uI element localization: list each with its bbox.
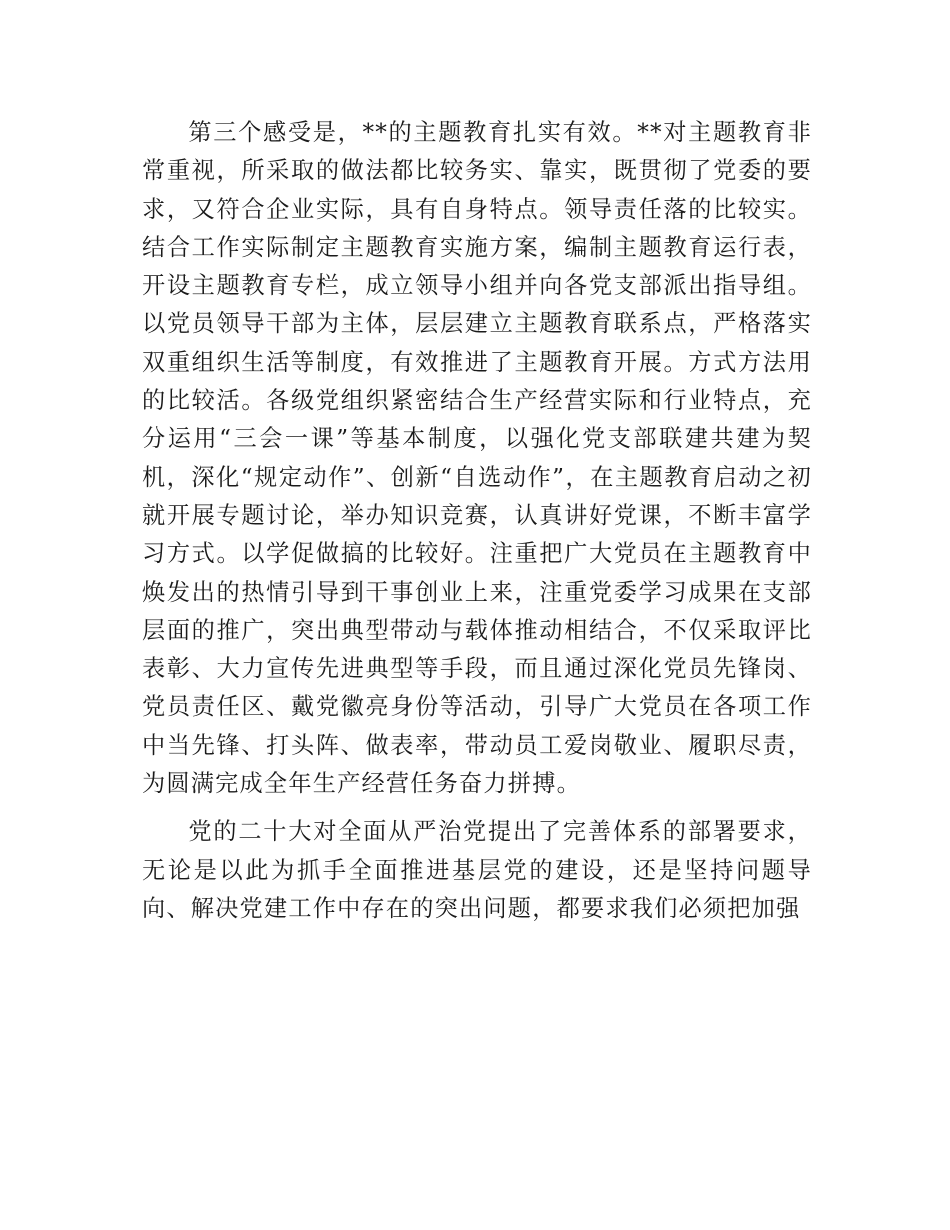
document-body [142,114,812,928]
paragraph-thematic-education: 第三个感受是，**的主题教育扎实有效。**对主题教育非常重视，所采取的做法都比较务实、靠实，既贯彻了党委的要求，又符合企业实际，具有自身特点。领导责任落的比较实。结合工作实际制定主题教育实施方案，编制主题教育运行表，开设主题教育专栏，成立领导小组并向各党支部派出指导组。以党员领导干部为主体，层层建立主题教育联系点，严格落实双重组织生活等制度，有效推进了主题教育开展。方式方法用的比较活。各级党组织紧密结合生产经营实际和行业特点，充分运用“三会一课”等基本制度，以强化党支部联建共建为契机，深化“规定动作”、创新“自选动作”，在主题教育启动之初就开展专题讨论，举办知识竞赛，认真讲好党课，不断丰富学习方式。以学促做搞的比较好。注重把广大党员在主题教育中焕发出的热情引导到干事创业上来，注重党委学习成果在支部层面的推广，突出典型带动与载体推动相结合，不仅采取评比表彰、大力宣传先进典型等手段，而且通过深化党员先锋岗、党员责任区、戴党徽亮身份等活动，引导广大党员在各项工作中当先锋、打头阵、做表率，带动员工爱岗敬业、履职尽责，为圆满完成全年生产经营任务奋力拼搏。 [142,119,812,798]
paragraph-twentieth-congress: 党的二十大对全面从严治党提出了完善体系的部署要求，无论是以此为抓手全面推进基层党的建设，还是坚持问题导向、解决党建工作中存在的突出问题，都要求我们必须把加强 [142,818,812,922]
